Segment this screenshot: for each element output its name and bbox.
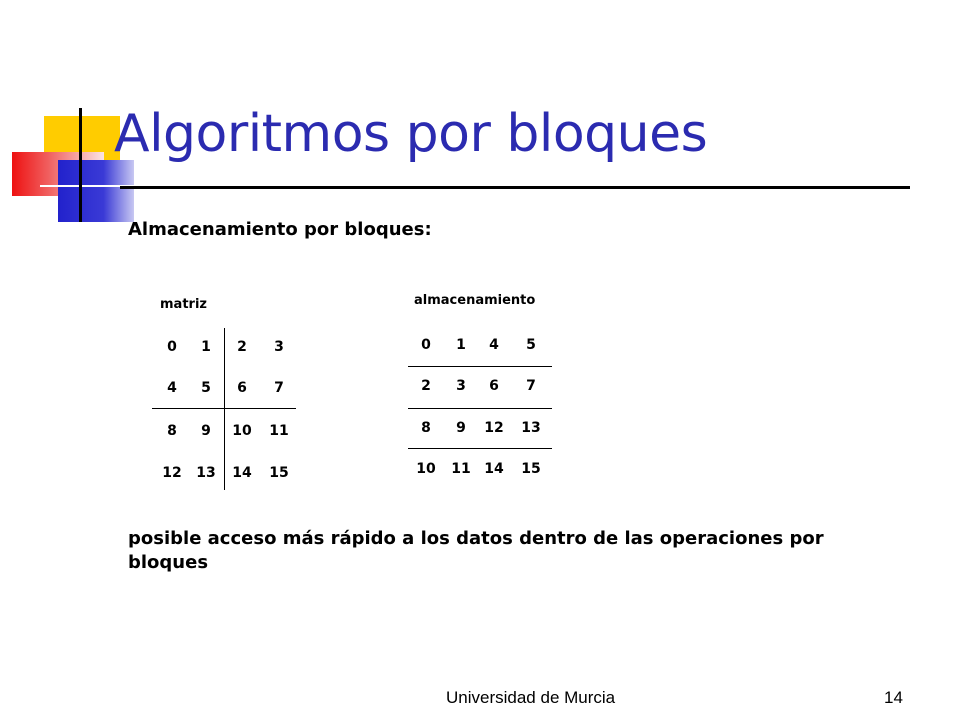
- storage-cell: 0: [421, 337, 431, 353]
- title-underline: [120, 186, 910, 189]
- storage-cell: 13: [521, 420, 541, 436]
- storage-cell: 3: [456, 378, 466, 394]
- storage-cell: 6: [489, 378, 499, 394]
- matrix-cell: 0: [167, 339, 177, 355]
- storage-divider-1: [408, 366, 552, 367]
- logo-blue-square: [58, 160, 134, 222]
- footer-institution: Universidad de Murcia: [446, 688, 616, 707]
- footer-page-number: 14: [884, 688, 903, 707]
- storage-cell: 7: [526, 378, 536, 394]
- matrix-cell: 3: [274, 339, 284, 355]
- storage-divider-2: [408, 408, 552, 409]
- subtitle: Almacenamiento por bloques:: [128, 219, 432, 240]
- storage-cell: 12: [484, 420, 504, 436]
- matrix-cell: 13: [196, 465, 216, 481]
- note-text: posible acceso más rápido a los datos dentro de las operaciones por bloques: [128, 528, 824, 573]
- storage-cell: 9: [456, 420, 466, 436]
- storage-label: almacenamiento: [414, 293, 536, 308]
- matrix-label: matriz: [160, 297, 207, 312]
- matrix-cell: 11: [269, 423, 289, 439]
- matrix-cell: 9: [201, 423, 211, 439]
- storage-cell: 14: [484, 461, 504, 477]
- matrix-cell: 12: [162, 465, 182, 481]
- storage-cell: 5: [526, 337, 536, 353]
- matrix-cell: 6: [237, 380, 247, 396]
- matrix-cell: 8: [167, 423, 177, 439]
- matrix-cell: 4: [167, 380, 177, 396]
- storage-cell: 11: [451, 461, 471, 477]
- matrix-cell: 15: [269, 465, 289, 481]
- storage-cell: 1: [456, 337, 466, 353]
- matrix-cell: 10: [232, 423, 252, 439]
- matrix-cell: 14: [232, 465, 252, 481]
- matrix-cell: 1: [201, 339, 211, 355]
- storage-cell: 2: [421, 378, 431, 394]
- storage-cell: 4: [489, 337, 499, 353]
- matrix-cell: 7: [274, 380, 284, 396]
- matrix-cell: 2: [237, 339, 247, 355]
- storage-cell: 15: [521, 461, 541, 477]
- storage-cell: 8: [421, 420, 431, 436]
- storage-cell: 10: [416, 461, 436, 477]
- storage-divider-3: [408, 448, 552, 449]
- logo-vertical-line: [79, 108, 82, 222]
- slide-title: Algoritmos por bloques: [114, 104, 708, 164]
- matrix-cell: 5: [201, 380, 211, 396]
